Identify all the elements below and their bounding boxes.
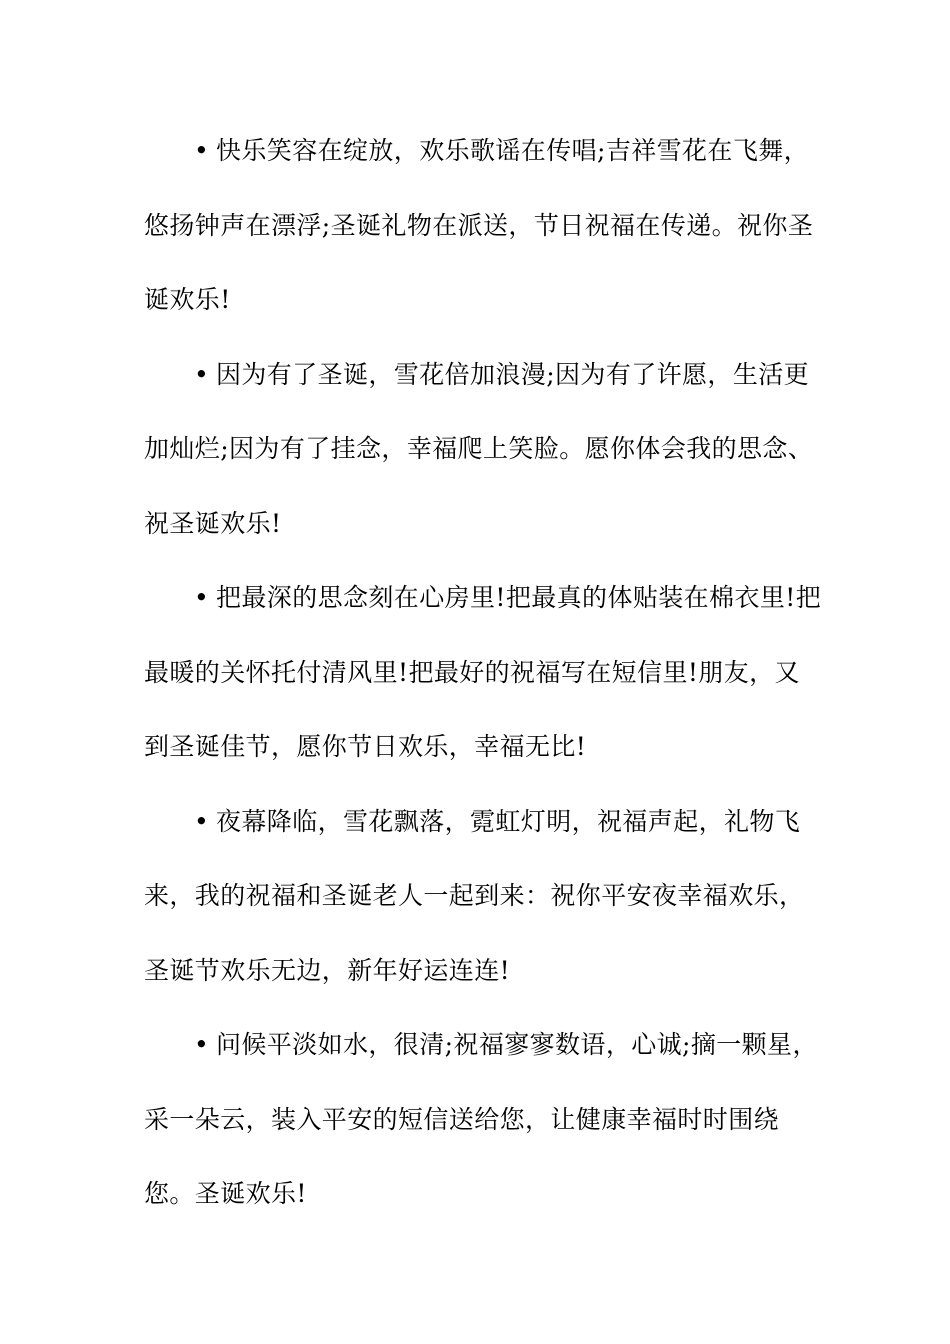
paragraph-text: 因为有了圣诞，雪花倍加浪漫;因为有了许愿，生活更加灿烂;因为有了挂念，幸福爬上笑脸。愿你体会我的思念、祝圣诞欢乐! bbox=[144, 359, 814, 538]
document-body bbox=[144, 114, 824, 1232]
paragraph-5 bbox=[144, 1008, 824, 1232]
paragraph-4 bbox=[144, 785, 824, 1009]
bullet-icon: • bbox=[194, 136, 210, 165]
paragraph-1 bbox=[144, 114, 824, 338]
paragraph-text: 问候平淡如水，很清;祝福寥寥数语，心诚;摘一颗星，采一朵云，装入平安的短信送给您，让健康幸福时时围绕您。圣诞欢乐! bbox=[144, 1030, 818, 1208]
paragraph-text: 夜幕降临，雪花飘落，霓虹灯明，祝福声起，礼物飞来，我的祝福和圣诞老人一起到来：祝你平安夜幸福欢乐，圣诞节欢乐无边，新年好运连连! bbox=[144, 806, 805, 985]
bullet-icon: • bbox=[194, 1030, 210, 1059]
paragraph-text: 快乐笑容在绽放，欢乐歌谣在传唱;吉祥雪花在飞舞，悠扬钟声在漂浮;圣诞礼物在派送，节日祝福在传递。祝你圣诞欢乐! bbox=[144, 136, 814, 314]
paragraph-text: 把最深的思念刻在心房里!把最真的体贴装在棉衣里!把最暖的关怀托付清风里!把最好的祝福写在短信里!朋友，又到圣诞佳节，愿你节日欢乐，幸福无比! bbox=[144, 583, 822, 761]
bullet-icon: • bbox=[194, 806, 210, 836]
paragraph-2 bbox=[144, 338, 824, 562]
bullet-icon: • bbox=[194, 583, 210, 612]
paragraph-3 bbox=[144, 561, 824, 785]
bullet-icon: • bbox=[194, 359, 210, 389]
